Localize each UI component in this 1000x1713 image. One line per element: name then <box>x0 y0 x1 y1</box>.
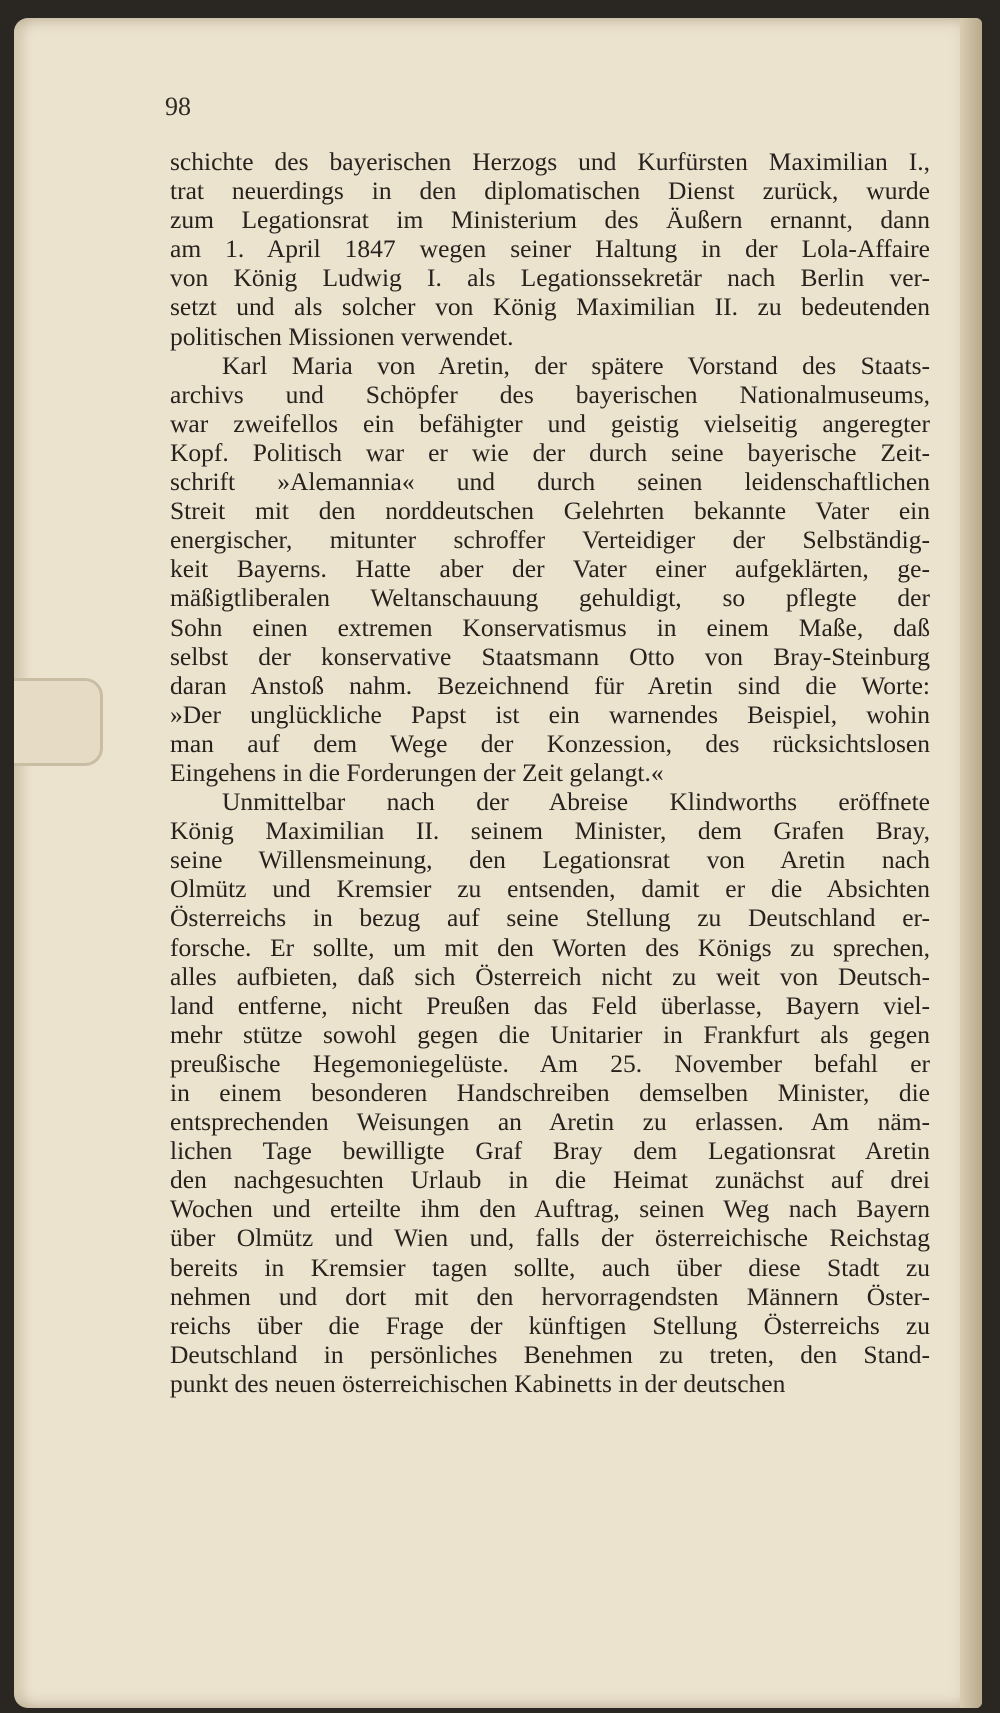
body-text <box>170 147 930 1398</box>
text-line: Österreichs in bezug auf seine Stellung zu Deutschland er- <box>170 903 930 933</box>
text-line: König Maximilian II. seinem Minister, dem Grafen Bray, <box>170 816 930 846</box>
text-line: reichs über die Frage der künftigen Stellung Österreichs zu <box>170 1310 930 1340</box>
text-line: bereits in Kremsier tagen sollte, auch über diese Stadt zu <box>170 1252 930 1282</box>
text-line: politischen Missionen verwendet. <box>170 321 514 351</box>
text-line: schichte des bayerischen Herzogs und Kurfürsten Maximilian I., <box>170 147 930 176</box>
text-line: punkt des neuen österreichischen Kabinetts in der deutschen <box>170 1368 786 1398</box>
text-line: in einem besonderen Handschreiben demselben Minister, die <box>170 1078 930 1107</box>
text-line: Sohn einen extremen Konservatismus in einem Maße, daß <box>170 612 930 642</box>
text-line: den nachgesuchten Urlaub in die Heimat zunächst auf drei <box>170 1165 930 1195</box>
text-line: war zweifellos ein befähigter und geistig vielseitig angeregter <box>170 408 930 438</box>
text-line: keit Bayerns. Hatte aber der Vater einer aufgeklärten, ge- <box>170 554 930 584</box>
text-line: land entferne, nicht Preußen das Feld überlasse, Bayern viel- <box>170 990 930 1020</box>
text-line: von König Ludwig I. als Legationssekretär nach Berlin ver- <box>170 263 930 293</box>
bookmark-tab <box>14 678 103 766</box>
text-line: mehr stütze sowohl gegen die Unitarier in Frankfurt als gegen <box>170 1019 930 1049</box>
text-line: forsche. Er sollte, um mit den Worten des Königs zu sprechen, <box>170 932 930 962</box>
text-line: preußische Hegemoniegelüste. Am 25. November befahl er <box>170 1048 930 1078</box>
text-line: Eingehens in die Forderungen der Zeit gelangt.« <box>170 757 664 787</box>
text-line: nehmen und dort mit den hervorragendsten Männern Öster- <box>170 1281 930 1311</box>
text-line: Deutschland in persönliches Benehmen zu treten, den Stand- <box>170 1339 930 1369</box>
text-line: zum Legationsrat im Ministerium des Äußern ernannt, dann <box>170 205 930 235</box>
text-line: Olmütz und Kremsier zu entsenden, damit er die Absichten <box>170 874 930 904</box>
text-line: lichen Tage bewilligte Graf Bray dem Legationsrat Aretin <box>170 1136 930 1166</box>
text-line: »Der unglückliche Papst ist ein warnendes Beispiel, wohin <box>170 699 930 729</box>
text-line: alles aufbieten, daß sich Österreich nicht zu weit von Deutsch- <box>170 961 930 991</box>
text-line: Karl Maria von Aretin, der spätere Vorstand des Staats- <box>222 350 930 380</box>
text-line: setzt und als solcher von König Maximilian II. zu bedeutenden <box>170 292 930 322</box>
text-line: Kopf. Politisch war er wie der durch seine bayerische Zeit- <box>170 437 930 467</box>
text-line: Streit mit den norddeutschen Gelehrten bekannte Vater ein <box>170 496 930 526</box>
text-line: am 1. April 1847 wegen seiner Haltung in der Lola-Affaire <box>170 234 930 264</box>
text-line: man auf dem Wege der Konzession, des rücksichtslosen <box>170 728 930 758</box>
text-line: selbst der konservative Staatsmann Otto von Bray-Steinburg <box>170 641 930 671</box>
text-line: entsprechenden Weisungen an Aretin zu erlassen. Am näm- <box>170 1107 930 1137</box>
text-line: Wochen und erteilte ihm den Auftrag, seinen Weg nach Bayern <box>170 1194 930 1224</box>
page-number: 98 <box>165 92 191 121</box>
text-line: daran Anstoß nahm. Bezeichnend für Aretin sind die Worte: <box>170 670 930 700</box>
text-line: mäßigtliberalen Weltanschauung gehuldigt, so pflegte der <box>170 583 930 613</box>
text-line: Unmittelbar nach der Abreise Klindworths eröffnete <box>222 787 930 817</box>
text-line: archivs und Schöpfer des bayerischen Nationalmuseums, <box>170 379 930 409</box>
text-line: seine Willensmeinung, den Legationsrat von Aretin nach <box>170 845 930 875</box>
text-line: energischer, mitunter schroffer Verteidiger der Selbständig- <box>170 525 930 555</box>
text-line: schrift »Alemannia« und durch seinen leidenschaftlichen <box>170 467 930 497</box>
page-edge <box>960 18 982 1708</box>
text-line: trat neuerdings in den diplomatischen Dienst zurück, wurde <box>170 176 930 206</box>
text-line: über Olmütz und Wien und, falls der österreichische Reichstag <box>170 1223 930 1253</box>
